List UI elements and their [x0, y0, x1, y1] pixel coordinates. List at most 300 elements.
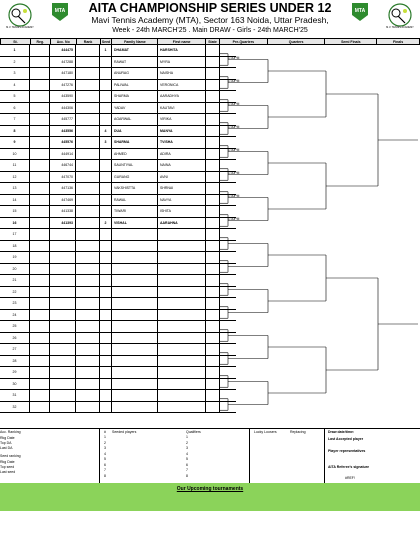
- player-status: [30, 149, 50, 160]
- player-first-name: AARADHYA: [158, 91, 206, 102]
- player-seed: [100, 333, 112, 344]
- player-family-name: [112, 356, 158, 367]
- player-first-name: [158, 379, 206, 390]
- table-row: [0, 218, 236, 230]
- footer-panel: [0, 428, 420, 483]
- player-state: [206, 229, 220, 240]
- player-rank: [76, 287, 100, 298]
- player-acc-no: [50, 356, 76, 367]
- table-row: [0, 126, 236, 138]
- col-seed: Seed: [101, 39, 113, 44]
- player-status: [30, 344, 50, 355]
- match-time: 1:30PM: [228, 55, 240, 60]
- logo-left-caption: M.V. TENNIS ACADEMY: [6, 26, 34, 29]
- logo-right-caption: M.V. TENNIS ACADEMY: [386, 26, 414, 29]
- player-state: [206, 321, 220, 332]
- player-number: 5: [0, 91, 30, 102]
- player-first-name: [158, 321, 206, 332]
- player-family-name: [112, 298, 158, 309]
- table-row: [0, 264, 236, 276]
- player-rank: [76, 45, 100, 56]
- player-rank: [76, 356, 100, 367]
- player-family-name: [112, 229, 158, 240]
- player-seed: [100, 114, 112, 125]
- player-state: [206, 68, 220, 79]
- player-state: [206, 57, 220, 68]
- player-number: 3: [0, 68, 30, 79]
- player-rank: [76, 402, 100, 413]
- player-seed: [100, 310, 112, 321]
- player-rank: [76, 379, 100, 390]
- seeded-index: 4: [104, 451, 106, 456]
- player-status: [30, 57, 50, 68]
- player-first-name: VIRIKA: [158, 114, 206, 125]
- player-status: [30, 160, 50, 171]
- col-rank: Rank: [77, 39, 101, 44]
- seeded-qualifiers: [100, 429, 250, 484]
- seeded-index: 2: [104, 440, 106, 445]
- player-acc-no: [50, 252, 76, 263]
- player-rank: [76, 275, 100, 286]
- player-acc-no: [50, 275, 76, 286]
- player-number: 23: [0, 298, 30, 309]
- player-family-name: GURANG: [112, 172, 158, 183]
- page-title: AITA CHAMPIONSHIP SERIES UNDER 12: [88, 1, 332, 15]
- player-seed: [100, 160, 112, 171]
- player-status: [30, 183, 50, 194]
- player-seed: [100, 252, 112, 263]
- table-row: [0, 206, 236, 218]
- player-state: [206, 103, 220, 114]
- svg-text:MTA: MTA: [354, 8, 366, 14]
- table-row: [0, 287, 236, 299]
- player-first-name: AVNI: [158, 172, 206, 183]
- player-rank: [76, 149, 100, 160]
- player-acc-no: 441393: [50, 218, 76, 229]
- player-family-name: TIWARI: [112, 206, 158, 217]
- player-status: [30, 137, 50, 148]
- player-seed: [100, 367, 112, 378]
- player-seed: [100, 183, 112, 194]
- player-rank: [76, 91, 100, 102]
- player-status: [30, 275, 50, 286]
- player-family-name: ANURAG: [112, 68, 158, 79]
- player-seed: [100, 264, 112, 275]
- player-state: [206, 91, 220, 102]
- player-rank: [76, 252, 100, 263]
- table-row: [0, 137, 236, 149]
- player-acc-no: 447276: [50, 80, 76, 91]
- player-rank: [76, 114, 100, 125]
- col-acc: Acc. No: [51, 39, 77, 44]
- player-acc-no: [50, 321, 76, 332]
- player-rank: [76, 137, 100, 148]
- player-family-name: [112, 402, 158, 413]
- col-no: St.: [1, 39, 31, 44]
- player-rank: [76, 57, 100, 68]
- table-row: [0, 172, 236, 184]
- table-row: [0, 252, 236, 264]
- player-state: [206, 310, 220, 321]
- player-family-name: DHAMAT: [112, 45, 158, 56]
- player-status: [30, 356, 50, 367]
- player-acc-no: 444475: [50, 45, 76, 56]
- match-time: 1:30PM: [228, 170, 240, 175]
- table-row: [0, 275, 236, 287]
- seeded-index: 6: [104, 462, 106, 467]
- lucky-losers-label: Lucky Loosers: [254, 430, 277, 434]
- player-status: [30, 45, 50, 56]
- player-family-name: PALIWAL: [112, 80, 158, 91]
- player-number: 16: [0, 218, 30, 229]
- seeded-index: 5: [104, 457, 106, 461]
- player-rank: [76, 218, 100, 229]
- qualifier-index: 1: [186, 435, 188, 439]
- player-acc-no: [50, 390, 76, 401]
- player-seed: [100, 80, 112, 91]
- player-first-name: NAINA: [158, 160, 206, 171]
- player-family-name: [112, 344, 158, 355]
- table-row: [0, 45, 236, 57]
- player-state: [206, 402, 220, 413]
- player-seed: [100, 321, 112, 332]
- player-number: 4: [0, 80, 30, 91]
- player-status: [30, 68, 50, 79]
- player-family-name: AHMED: [112, 149, 158, 160]
- player-seed: [100, 390, 112, 401]
- player-first-name: MYRA: [158, 57, 206, 68]
- player-first-name: NAVYA: [158, 195, 206, 206]
- player-rank: [76, 103, 100, 114]
- hash-label: #: [104, 430, 106, 434]
- col-state: State: [206, 39, 220, 44]
- player-seed: [100, 275, 112, 286]
- player-family-name: [112, 287, 158, 298]
- player-number: 32: [0, 402, 30, 413]
- player-number: 2: [0, 57, 30, 68]
- player-status: [30, 206, 50, 217]
- player-status: [30, 91, 50, 102]
- player-family-name: [112, 275, 158, 286]
- qualifiers-label: Qualifiers: [186, 430, 201, 434]
- player-state: [206, 356, 220, 367]
- player-family-name: [112, 333, 158, 344]
- player-first-name: MANYA: [158, 126, 206, 137]
- player-rank: [76, 195, 100, 206]
- player-rank: [76, 367, 100, 378]
- table-row: [0, 390, 236, 402]
- table-row: [0, 402, 236, 414]
- player-number: 22: [0, 287, 30, 298]
- player-first-name: [158, 310, 206, 321]
- player-number: 8: [0, 126, 30, 137]
- player-acc-no: 447070: [50, 172, 76, 183]
- player-state: [206, 379, 220, 390]
- player-reps-label: Player representatives: [328, 449, 366, 453]
- player-status: [30, 310, 50, 321]
- player-acc-no: [50, 229, 76, 240]
- player-status: [30, 114, 50, 125]
- player-family-name: [112, 252, 158, 263]
- signature-value: #REF!: [345, 476, 355, 480]
- qualifier-index: 5: [186, 457, 188, 461]
- draw-grid: [0, 38, 420, 428]
- player-acc-no: [50, 287, 76, 298]
- column-header-row: [0, 38, 420, 45]
- acc-ranking-label: Acc. Ranking: [0, 430, 21, 434]
- player-state: [206, 114, 220, 125]
- seeded-index: 3: [104, 446, 106, 450]
- player-acc-no: 444306: [50, 103, 76, 114]
- match-time: 1:30PM: [228, 78, 240, 83]
- player-state: [206, 160, 220, 171]
- player-acc-no: 447136: [50, 183, 76, 194]
- player-status: [30, 195, 50, 206]
- svg-text:MTA: MTA: [54, 8, 66, 14]
- player-acc-no: 445777: [50, 114, 76, 125]
- player-acc-no: 447469: [50, 195, 76, 206]
- player-acc-no: [50, 264, 76, 275]
- player-number: 25: [0, 321, 30, 332]
- player-rank: [76, 160, 100, 171]
- player-rank: [76, 321, 100, 332]
- player-seed: [100, 91, 112, 102]
- match-time: 1:30PM: [228, 193, 240, 198]
- player-family-name: VISHAL: [112, 218, 158, 229]
- player-state: [206, 298, 220, 309]
- player-number: 20: [0, 264, 30, 275]
- player-acc-no: [50, 310, 76, 321]
- col-family: Family Name: [112, 39, 158, 44]
- player-family-name: SHARMA: [112, 137, 158, 148]
- player-acc-no: [50, 379, 76, 390]
- qualifier-index: 2: [186, 440, 188, 445]
- player-seed: [100, 241, 112, 252]
- player-family-name: [112, 310, 158, 321]
- player-number: 6: [0, 103, 30, 114]
- qualifier-index: 3: [186, 446, 188, 450]
- player-number: 21: [0, 275, 30, 286]
- player-first-name: VERONICA: [158, 80, 206, 91]
- player-status: [30, 402, 50, 413]
- player-state: [206, 390, 220, 401]
- player-number: 27: [0, 344, 30, 355]
- player-status: [30, 229, 50, 240]
- player-acc-no: [50, 298, 76, 309]
- ranking-info: [0, 429, 100, 484]
- player-seed: 2: [100, 218, 112, 229]
- col-semis: Semi Finals: [325, 39, 377, 44]
- player-first-name: [158, 229, 206, 240]
- table-row: [0, 379, 236, 391]
- player-state: [206, 218, 220, 229]
- player-family-name: SHARMA: [112, 91, 158, 102]
- rkg-date2-label: Rkg Date: [0, 460, 15, 464]
- player-family-name: [112, 390, 158, 401]
- player-first-name: [158, 344, 206, 355]
- player-seed: [100, 149, 112, 160]
- player-state: [206, 252, 220, 263]
- seed-ranking-label: Seed ranking: [0, 454, 21, 458]
- player-rank: [76, 264, 100, 275]
- player-state: [206, 195, 220, 206]
- table-row: [0, 91, 236, 103]
- player-seed: [100, 206, 112, 217]
- match-time: 1:30PM: [228, 147, 240, 152]
- player-rank: [76, 126, 100, 137]
- player-status: [30, 264, 50, 275]
- player-number: 17: [0, 229, 30, 240]
- player-seed: [100, 103, 112, 114]
- player-acc-no: [50, 241, 76, 252]
- player-state: [206, 80, 220, 91]
- match-time: 1:30PM: [228, 101, 240, 106]
- player-first-name: [158, 298, 206, 309]
- player-number: 9: [0, 137, 30, 148]
- player-first-name: TVISHA: [158, 137, 206, 148]
- seeded-players-label: Seeded players: [112, 430, 137, 434]
- table-row: [0, 183, 236, 195]
- player-first-name: [158, 275, 206, 286]
- player-first-name: [158, 367, 206, 378]
- player-acc-no: 441338: [50, 206, 76, 217]
- match-time: 1:30PM: [228, 216, 240, 221]
- player-status: [30, 333, 50, 344]
- player-rank: [76, 298, 100, 309]
- player-status: [30, 252, 50, 263]
- player-family-name: [112, 379, 158, 390]
- player-acc-no: 444914: [50, 149, 76, 160]
- header: [0, 0, 420, 38]
- seeded-index: 1: [104, 435, 106, 439]
- draw-info: [325, 429, 420, 484]
- player-family-name: VAKSHISTTA: [112, 183, 158, 194]
- player-number: 19: [0, 252, 30, 263]
- player-state: [206, 344, 220, 355]
- qualifier-index: 7: [186, 468, 188, 472]
- player-rank: [76, 310, 100, 321]
- player-number: 15: [0, 206, 30, 217]
- player-seed: [100, 356, 112, 367]
- table-row: [0, 356, 236, 368]
- player-family-name: AGARWAL: [112, 114, 158, 125]
- player-status: [30, 103, 50, 114]
- player-status: [30, 126, 50, 137]
- player-seed: [100, 298, 112, 309]
- upcoming-tournaments-link[interactable]: Our Upcoming tournaments: [176, 486, 244, 492]
- player-number: 18: [0, 241, 30, 252]
- player-number: 1: [0, 45, 30, 56]
- player-rank: [76, 229, 100, 240]
- player-first-name: [158, 356, 206, 367]
- player-first-name: [158, 402, 206, 413]
- replacing-label: Replacing: [290, 430, 306, 434]
- player-rank: [76, 241, 100, 252]
- player-number: 11: [0, 160, 30, 171]
- player-seed: [100, 57, 112, 68]
- player-state: [206, 137, 220, 148]
- top-da-label: Top DA: [0, 441, 12, 445]
- col-finals: Finals: [393, 40, 404, 44]
- player-status: [30, 80, 50, 91]
- player-state: [206, 149, 220, 160]
- player-rank: [76, 206, 100, 217]
- player-number: 10: [0, 149, 30, 160]
- player-family-name: RAWAL: [112, 195, 158, 206]
- player-seed: 4: [100, 126, 112, 137]
- col-quarters: Quarters: [268, 39, 326, 44]
- player-rank: [76, 344, 100, 355]
- player-state: [206, 45, 220, 56]
- table-row: [0, 160, 236, 172]
- player-number: 31: [0, 390, 30, 401]
- player-family-name: DUA: [112, 126, 158, 137]
- table-row: [0, 229, 236, 241]
- last-accepted-label: Last Accepted player: [328, 437, 364, 441]
- player-first-name: AARAHNA: [158, 218, 206, 229]
- player-state: [206, 264, 220, 275]
- player-acc-no: [50, 402, 76, 413]
- col-status: Reg.: [31, 39, 51, 44]
- player-family-name: RAWAT: [112, 57, 158, 68]
- player-first-name: KAUTAVI: [158, 103, 206, 114]
- table-row: [0, 149, 236, 161]
- player-status: [30, 172, 50, 183]
- player-first-name: [158, 264, 206, 275]
- player-family-name: SAUNTIYAL: [112, 160, 158, 171]
- player-first-name: [158, 287, 206, 298]
- player-rank: [76, 333, 100, 344]
- player-acc-no: 445576: [50, 137, 76, 148]
- player-acc-no: 447180: [50, 68, 76, 79]
- table-row: [0, 80, 236, 92]
- player-seed: [100, 172, 112, 183]
- table-row: [0, 241, 236, 253]
- player-seed: [100, 229, 112, 240]
- player-state: [206, 206, 220, 217]
- player-acc-no: [50, 344, 76, 355]
- player-state: [206, 333, 220, 344]
- player-first-name: SHRNAI: [158, 183, 206, 194]
- player-family-name: [112, 241, 158, 252]
- table-row: [0, 321, 236, 333]
- player-seed: [100, 287, 112, 298]
- player-seed: [100, 402, 112, 413]
- player-status: [30, 218, 50, 229]
- player-first-name: NAISHA: [158, 68, 206, 79]
- player-first-name: [158, 241, 206, 252]
- player-status: [30, 367, 50, 378]
- player-family-name: [112, 367, 158, 378]
- player-seed: [100, 68, 112, 79]
- player-seed: 3: [100, 137, 112, 148]
- player-family-name: YADAV: [112, 103, 158, 114]
- player-number: 7: [0, 114, 30, 125]
- player-number: 13: [0, 183, 30, 194]
- match-time: 1:30PM: [228, 124, 240, 129]
- player-acc-no: [50, 333, 76, 344]
- player-status: [30, 379, 50, 390]
- player-acc-no: 443590: [50, 91, 76, 102]
- player-acc-no: 447288: [50, 57, 76, 68]
- event-info-line: Week - 24th MARCH'25 . Main DRAW - Girls - 24th MARCH'25: [112, 27, 308, 34]
- col-first: First name: [158, 39, 206, 44]
- table-row: [0, 344, 236, 356]
- referee-signature-label: AITA Referee's signature: [328, 465, 370, 469]
- player-status: [30, 241, 50, 252]
- player-acc-no: 446744: [50, 160, 76, 171]
- player-status: [30, 287, 50, 298]
